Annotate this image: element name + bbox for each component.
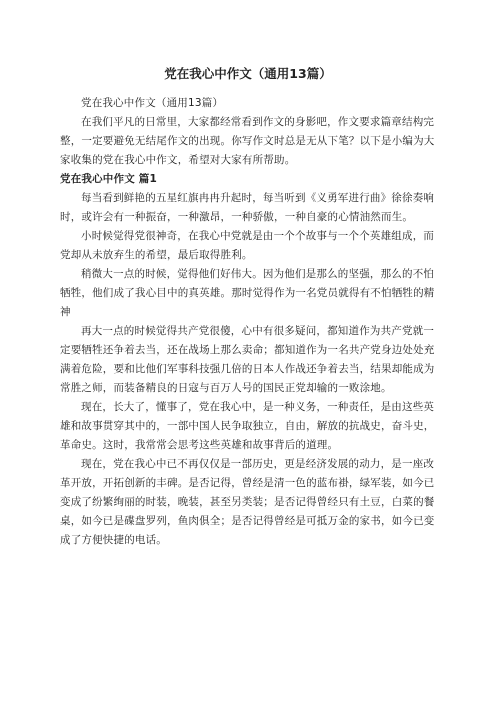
intro-paragraph: 在我们平凡的日常里，大家都经常看到作文的身影吧，作文要求篇章结构完整，一定要避免无结尾作文的出现。你写作文时总是无从下笔？以下是小编为大家收集的党在我心中作文，希望对大家有所帮助。 bbox=[60, 116, 435, 166]
body-paragraph: 再大一点的时候觉得共产党很傻，心中有很多疑问，都知道作为共产党就一定要牺牲还争着去当，还在战场上那么卖命；都知道作为一名共产党身边处处充满着危险，要和比他们军事科技强几倍的日本人作战还争着去当，结果却能成为常胜之师，而装备精良的日寇与百万人号的国民正党却输的一败涂地。 bbox=[60, 325, 435, 394]
body-paragraph: 每当看到鲜艳的五星红旗冉冉升起时，每当听到《义勇军进行曲》徐徐奏响时，或许会有一种振奋，一种激昂，一种骄傲，一种自豪的心情油然而生。 bbox=[60, 192, 435, 223]
body-paragraph: 小时候觉得党很神奇，在我心中党就是由一个个故事与一个个英雄组成，而党却从未放弃生的希望，最后取得胜利。 bbox=[60, 230, 435, 261]
body-paragraph: 现在，党在我心中已不再仅仅是一部历史，更是经济发展的动力，是一座改革开放，开拓创新的丰碑。是否记得，曾经是清一色的蓝布褂，绿军装，如今已变成了纷繁绚丽的时装，晚装，甚至另类装；是否记得曾经只有土豆，白菜的餐桌，如今已是碟盘罗列，鱼肉俱全；是否记得曾经是可抵万金的家书，如今已变成了方便快捷的电话。 bbox=[60, 458, 435, 546]
subtitle-paragraph: 党在我心中作文（通用13篇） bbox=[81, 97, 224, 109]
section-heading: 党在我心中作文 篇1 bbox=[60, 173, 157, 185]
document-page bbox=[60, 56, 436, 550]
document-title: 党在我心中作文（通用13篇） bbox=[164, 66, 332, 81]
body-paragraph: 稍微大一点的时候，觉得他们好伟大。因为他们是那么的坚强，那么的不怕牺牲，他们成了我心目中的真英雄。那时觉得作为一名党员就得有不怕牺牲的精神 bbox=[60, 268, 435, 318]
body-paragraph: 现在，长大了，懂事了，党在我心中，是一种义务，一种责任，是由这些英雄和故事贯穿其中的，一部中国人民争取独立，自由，解放的抗战史，奋斗史，革命史。这时，我常常会思考这些英雄和故事背后的道理。 bbox=[60, 401, 435, 451]
